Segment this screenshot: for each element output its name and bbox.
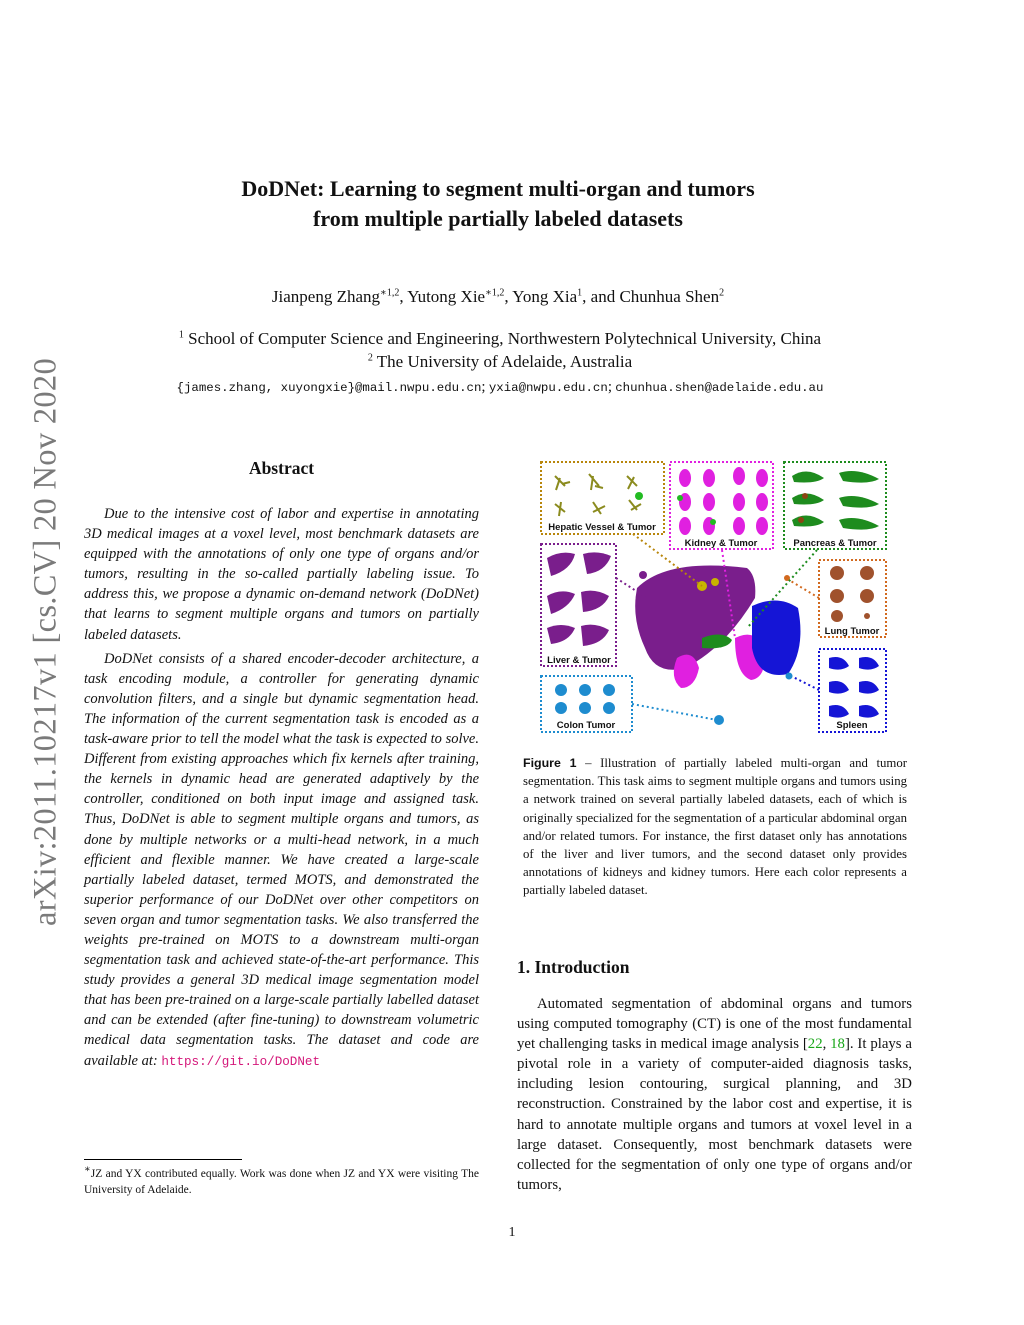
abstract-heading: Abstract <box>248 458 315 478</box>
author-name: Jianpeng Zhang <box>271 287 381 306</box>
affiliation-1 <box>100 329 900 349</box>
caption-label: Figure 1 <box>523 756 577 770</box>
author-affil-mark: 1 <box>577 287 583 299</box>
hepatic-vessel-thumbnails <box>555 474 643 516</box>
abstract-paragraph-1: Due to the intensive cost of labor and expertise in annotating 3D medical images at a voxel level, most benchmark datasets are equipped with the annotations of only one type of organs and/or tumors, resulting in the so-called partially labeling issue. To address this, we propose a dynamic on-demand network (DoDNet) that learns to segment multiple organs and tumors on partially labeled datasets. <box>84 506 479 643</box>
abstract-body <box>84 504 479 1072</box>
author-separator: , <box>504 287 513 306</box>
author-name: Chunhua Shen <box>619 287 720 306</box>
author-emails <box>100 379 900 396</box>
email-separator: ; <box>481 379 486 395</box>
email-separator: ; <box>607 379 612 395</box>
label-hepatic-vessel: Hepatic Vessel & Tumor <box>548 522 656 533</box>
spleen-thumbnails <box>829 657 879 718</box>
label-lung: Lung Tumor <box>824 626 880 637</box>
citation-link[interactable]: 18 <box>830 1036 845 1053</box>
email-third: chunhua.shen@adelaide.edu.au <box>615 381 824 395</box>
footnote-rule <box>84 1159 242 1160</box>
affiliation-2 <box>100 352 900 372</box>
author-list <box>140 287 856 307</box>
label-liver: Liver & Tumor <box>547 655 611 666</box>
email-group: {james.zhang, xuyongxie}@mail.nwpu.edu.cn <box>176 381 482 395</box>
caption-dash: – <box>576 756 601 770</box>
footnote-mark: ∗ <box>84 1164 91 1175</box>
intro-text: , <box>822 1036 831 1053</box>
label-pancreas: Pancreas & Tumor <box>793 538 877 549</box>
colon-tumor-thumbnails <box>555 684 615 714</box>
author-affil-mark: ∗1,2 <box>485 287 505 299</box>
author-separator: , <box>399 287 408 306</box>
liver-thumbnails <box>547 552 611 646</box>
citation-link[interactable]: 22 <box>807 1036 823 1053</box>
label-kidney: Kidney & Tumor <box>684 538 758 549</box>
introduction-heading: 1. Introduction <box>517 957 630 977</box>
lung-tumor-thumbnails <box>830 566 874 622</box>
author-affil-mark: ∗1,2 <box>380 287 400 299</box>
intro-text: ]. It plays a pivotal role in a variety of computer-aided diagnosis tasks, including lesion contouring, surgical planning, and 3D reconstruction. Constrained by the labor cost and expertise, it is hard to annotate multiple organs and tumors at voxel level in a large dataset. Consequently, most benchmark datasets were collected for the segmentation of only one type of organs and/or tumors, <box>517 1036 912 1193</box>
abstract-paragraph-2-text: DoDNet consists of a shared encoder-decoder architecture, a task encoding module, a controller for generating dynamic convolution filters, and a single but dynamic segmentation head. The information of the current segmentation task is encoded as a task-aware prior to tell the model what the task is expected to solve. Different from existing approaches which fix kernels after training, the kernels in dynamic head are generated adaptively by the controller, conditioned on both input image and assigned task. Thus, DoDNet is able to segment multiple organs and tumors, as done by multiple networks or a multi-head network, in a much efficient and flexible manner. We have created a large-scale partially labeled dataset, termed MOTS, and demonstrated the superior performance of our DoDNet over other competitors on seven organ and tumor segmentation tasks. We also transferred the weights pre-trained on MOTS to a downstream multi-organ segmentation task and achieved state-of-the-art performance. This study provides a general 3D medical image segmentation model that has been pre-trained on a large-scale partially labelled dataset and can be extended (after fine-tuning) to downstream volumetric medical data segmentation tasks. The dataset and code are available at: <box>84 650 479 1069</box>
code-link[interactable]: https://git.io/DoDNet <box>161 1054 321 1069</box>
page-number: 1 <box>508 1225 516 1240</box>
author-affil-mark: 2 <box>719 287 725 299</box>
arxiv-identifier-stamp: arXiv:2011.10217v1 [cs.CV] 20 Nov 2020 <box>27 357 64 927</box>
author-name: Yong Xia <box>512 287 578 306</box>
figure-1-illustration <box>537 458 890 738</box>
affiliation-text: The University of Adelaide, Australia <box>376 352 633 371</box>
kidney-thumbnails <box>677 467 768 535</box>
author-separator: , and <box>582 287 620 306</box>
paper-title-line-1: DoDNet: Learning to segment multi-organ and tumors <box>241 176 755 201</box>
abstract-paragraph-2 <box>84 649 479 1072</box>
affiliation-text: School of Computer Science and Engineering, Northwestern Polytechnical University, China <box>188 329 822 348</box>
affiliation-mark: 2 <box>367 352 373 364</box>
footnote <box>84 1162 479 1198</box>
figure-1-caption <box>523 754 907 900</box>
label-spleen: Spleen <box>836 720 868 731</box>
abdominal-organ-rendering <box>635 566 800 726</box>
pancreas-thumbnails <box>792 471 879 530</box>
introduction-body <box>517 994 912 1195</box>
affiliation-mark: 1 <box>178 329 184 341</box>
author-name: Yutong Xie <box>407 287 486 306</box>
paper-title-line-2: from multiple partially labeled datasets <box>313 206 683 231</box>
email-second: yxia@nwpu.edu.cn <box>488 381 608 395</box>
label-colon: Colon Tumor <box>556 720 616 731</box>
footnote-text: JZ and YX contributed equally. Work was done when JZ and YX were visiting The University of Adelaide. <box>84 1167 479 1196</box>
intro-text: Automated segmentation of abdominal organs and tumors using computed tomography (CT) is one of the most fundamental yet challenging tasks in medical image analysis [ <box>517 996 912 1053</box>
caption-text: Illustration of partially labeled multi-organ and tumor segmentation. This task aims to segment multiple organs and tumors using a network trained on several partially labeled datasets, each of which is originally specialized for the segmentation of a particular abdominal organ and/or related tumors. For instance, the first dataset only has annotations of the liver and liver tumors, and the second dataset only provides annotations of kidneys and kidney tumors. Here each color represents a partially labeled dataset. <box>523 756 908 898</box>
